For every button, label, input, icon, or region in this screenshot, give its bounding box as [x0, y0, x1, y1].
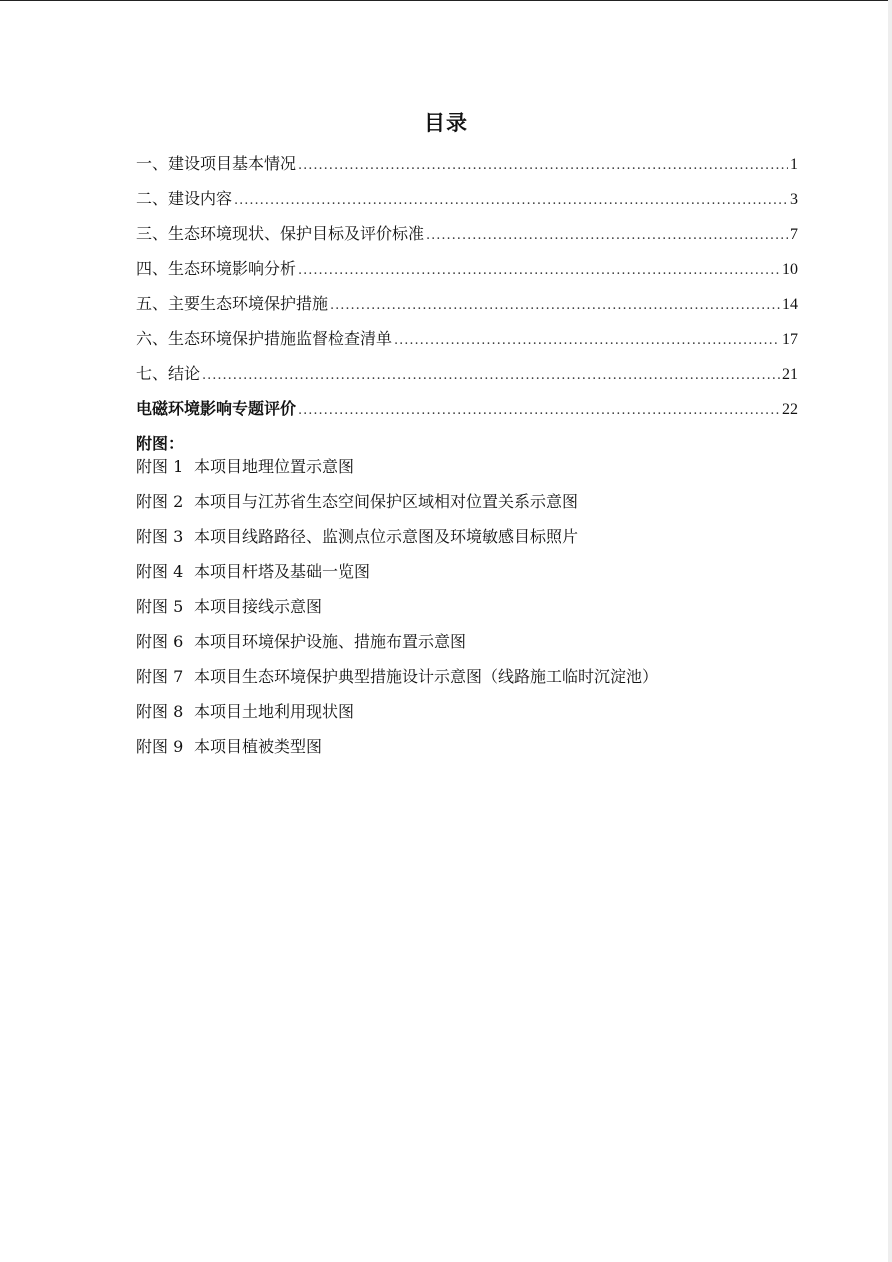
attachment-text: 本项目植被类型图: [194, 737, 323, 756]
toc-entry-emc-report[interactable]: [136, 397, 798, 421]
attachment-label: 附图 7: [136, 667, 184, 686]
page-right-shade: [888, 0, 892, 1262]
attachment-text: 本项目生态环境保护典型措施设计示意图（线路施工临时沉淀池）: [194, 667, 659, 686]
toc-dot-leader: [330, 294, 780, 318]
toc-entry-label: 五、主要生态环境保护措施: [136, 294, 329, 313]
attachment-item: [136, 560, 776, 584]
attachment-text: 本项目环境保护设施、措施布置示意图: [194, 632, 467, 651]
attachment-label: 附图 3: [136, 527, 184, 546]
page-top-border: [0, 0, 892, 1]
toc-dot-leader: [298, 399, 780, 423]
toc-entry-label: 七、结论: [136, 364, 201, 383]
attachment-label: 附图 2: [136, 492, 184, 511]
attachment-label: 附图 9: [136, 737, 184, 756]
page-title: 目录: [424, 111, 468, 135]
attachment-item: [136, 595, 776, 619]
attachment-label: 附图 4: [136, 562, 184, 581]
attachment-item: [136, 525, 776, 549]
toc-dot-leader: [234, 189, 788, 213]
toc-entry-page: 21: [782, 366, 798, 383]
attachment-text: 本项目与江苏省生态空间保护区域相对位置关系示意图: [194, 492, 579, 511]
attachment-label: 附图 1: [136, 457, 184, 476]
toc-entry-label: 电磁环境影响专题评价: [136, 399, 297, 418]
toc-entry-page: 3: [790, 191, 798, 208]
attachment-text: 本项目地理位置示意图: [194, 457, 355, 476]
attachment-label: 附图 5: [136, 597, 184, 616]
toc-entry-page: 10: [782, 261, 798, 278]
attachment-text: 本项目接线示意图: [194, 597, 323, 616]
toc-entry-page: 17: [782, 331, 798, 348]
toc-dot-leader: [298, 259, 780, 283]
attachment-label: 附图 8: [136, 702, 184, 721]
toc-dot-leader: [426, 224, 788, 248]
attachment-label: 附图 6: [136, 632, 184, 651]
toc-entry-page: 22: [782, 401, 798, 418]
toc-entry[interactable]: [136, 257, 798, 281]
toc-entry[interactable]: [136, 187, 798, 211]
toc-entry-page: 14: [782, 296, 798, 313]
toc-dot-leader: [202, 364, 780, 388]
attachment-text: 本项目线路路径、监测点位示意图及环境敏感目标照片: [194, 527, 579, 546]
toc-entry[interactable]: [136, 327, 798, 351]
toc-entry-page: 1: [790, 156, 798, 173]
toc-entry-page: 7: [790, 226, 798, 243]
toc-entry[interactable]: [136, 292, 798, 316]
attachments-heading: 附图：: [136, 434, 185, 453]
attachment-item: [136, 630, 776, 654]
toc-dot-leader: [394, 329, 780, 353]
attachment-text: 本项目杆塔及基础一览图: [194, 562, 371, 581]
attachment-item: [136, 665, 776, 689]
attachment-item: [136, 455, 776, 479]
toc-dot-leader: [298, 154, 788, 178]
toc-entry-label: 四、生态环境影响分析: [136, 259, 297, 278]
attachment-item: [136, 700, 776, 724]
attachment-item: [136, 490, 776, 514]
toc-entry[interactable]: [136, 222, 798, 246]
toc-entry-label: 一、建设项目基本情况: [136, 154, 297, 173]
toc-entry[interactable]: [136, 152, 798, 176]
toc-entry-label: 二、建设内容: [136, 189, 233, 208]
toc-entry-label: 三、生态环境现状、保护目标及评价标准: [136, 224, 425, 243]
attachment-text: 本项目土地利用现状图: [194, 702, 355, 721]
toc-entry-label: 六、生态环境保护措施监督检查清单: [136, 329, 393, 348]
attachment-item: [136, 735, 776, 759]
toc-entry[interactable]: [136, 362, 798, 386]
